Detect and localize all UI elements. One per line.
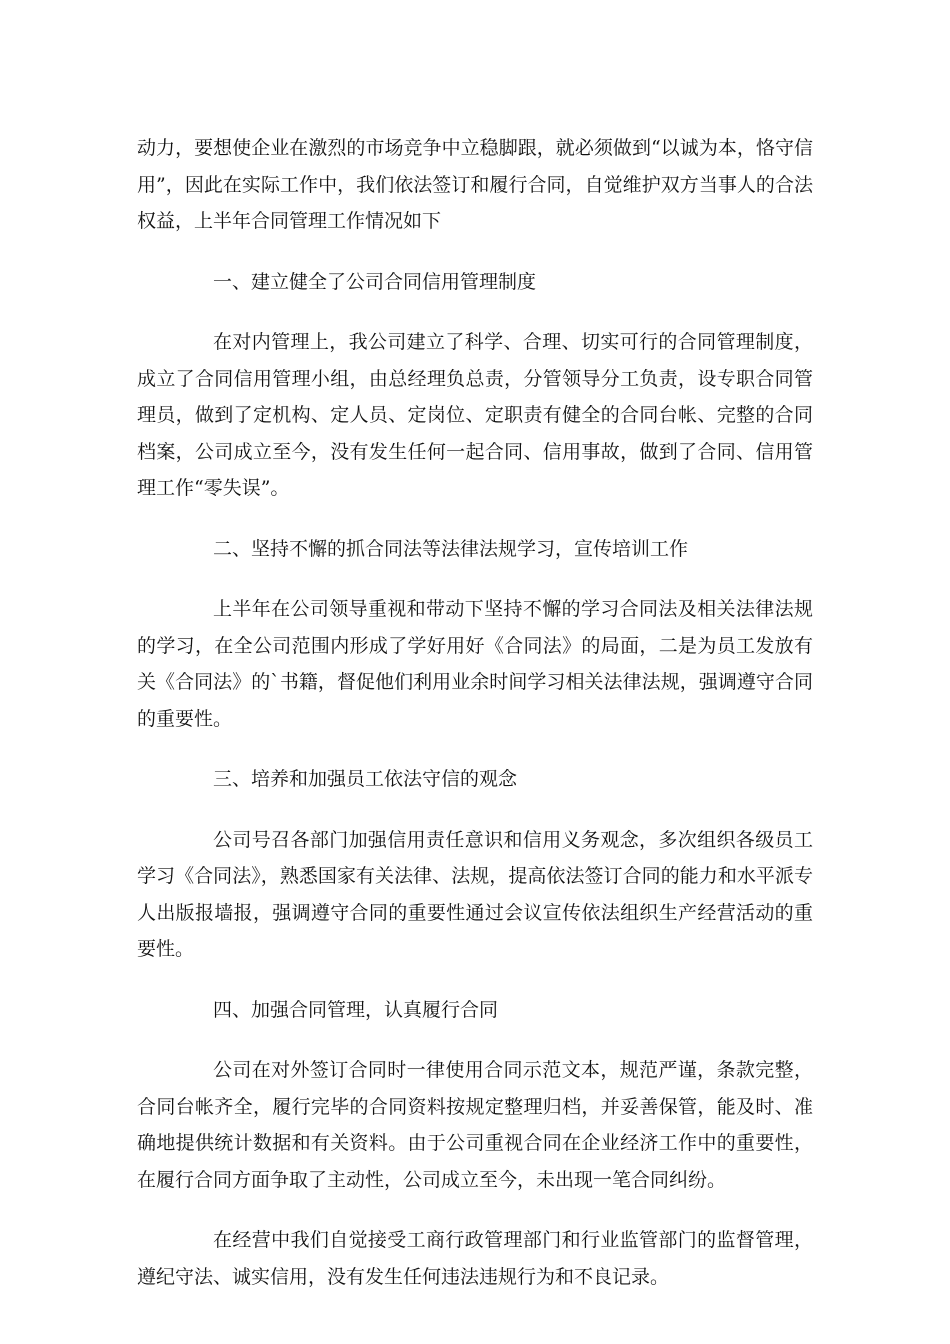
document-body: [137, 130, 813, 1319]
section-heading-3: 三、培养和加强员工依法守信的观念: [213, 768, 518, 790]
paragraph-closing: 在经营中我们自觉接受工商行政管理部门和行业监管部门的监督管理，遵纪守法、诚实信用，没有发生任何违法违规行为和不良记录。: [137, 1229, 813, 1288]
section-heading-1: 一、建立健全了公司合同信用管理制度: [213, 270, 537, 293]
paragraph-section-3: 公司号召各部门加强信用责任意识和信用义务观念，多次组织各级员工学习《合同法》，熟悉国家有关法律、法规，提高依法签订合同的能力和水平派专人出版报墙报，强调遵守合同的重要性通过会议宣传依法组织生产经营活动的重要性。: [137, 828, 813, 960]
paragraph-section-1: 在对内管理上，我公司建立了科学、合理、切实可行的合同管理制度，成立了合同信用管理小组，由总经理负总责，分管领导分工负责，设专职合同管理员，做到了定机构、定人员、定岗位、定职责有健全的合同台帐、完整的合同档案，公司成立至今，没有发生任何一起合同、信用事故，做到了合同、信用管理工作“零失误”。: [137, 331, 813, 499]
paragraph-intro: 动力，要想使企业在激烈的市场竞争中立稳脚跟，就必须做到“以诚为本，恪守信用”，因此在实际工作中，我们依法签订和履行合同，自觉维护双方当事人的合法权益，上半年合同管理工作情况如下: [137, 137, 813, 232]
paragraph-section-2: 上半年在公司领导重视和带动下坚持不懈的学习合同法及相关法律法规的学习，在全公司范围内形成了学好用好《合同法》的局面，二是为员工发放有关《合同法》的`书籍，督促他们利用业余时间学习相关法律法规，强调遵守合同的重要性。: [137, 598, 813, 730]
paragraph-section-4: 公司在对外签订合同时一律使用合同示范文本，规范严谨，条款完整，合同台帐齐全，履行完毕的合同资料按规定整理归档，并妥善保管，能及时、准确地提供统计数据和有关资料。由于公司重视合同在企业经济工作中的重要性，在履行合同方面争取了主动性，公司成立至今，未出现一笔合同纠纷。: [137, 1059, 813, 1191]
section-heading-4: 四、加强合同管理，认真履行合同: [213, 998, 499, 1021]
section-heading-2: 二、坚持不懈的抓合同法等法律法规学习，宣传培训工作: [213, 537, 689, 560]
